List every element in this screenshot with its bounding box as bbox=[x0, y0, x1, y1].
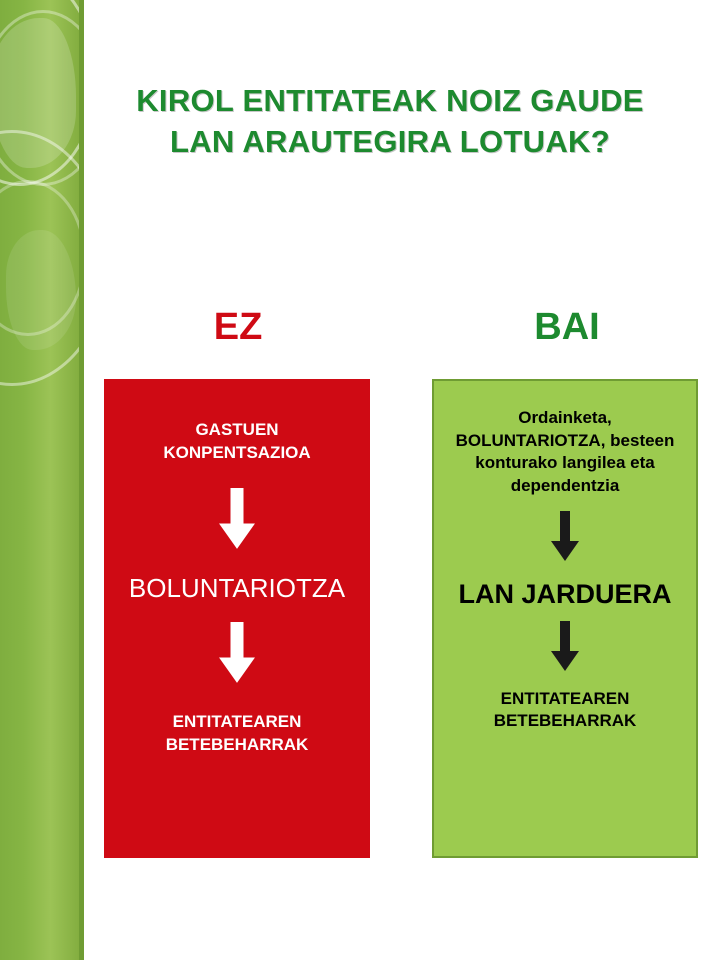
down-arrow-solid-icon bbox=[548, 511, 582, 568]
panel-no-step-2: BOLUNTARIOTZA bbox=[128, 573, 346, 604]
band-edge-line bbox=[79, 0, 84, 960]
panel-no-step-1: GASTUEN KONPENTSAZIOA bbox=[163, 420, 311, 462]
panel-yes bbox=[432, 379, 698, 858]
panel-no-step-3: ENTITATEAREN BETEBEHARRAK bbox=[165, 712, 309, 755]
down-arrow-solid-icon bbox=[548, 621, 582, 678]
panel-yes-step-3: ENTITATEAREN BETEBEHARRAK bbox=[493, 688, 637, 731]
panel-yes-step-2: LAN JARDUERA bbox=[458, 579, 672, 610]
slide-title: KIROL ENTITATEAK NOIZ GAUDE LAN ARAUTEGIRA LOTUAK? bbox=[136, 83, 644, 160]
down-arrow-outline-icon bbox=[217, 488, 257, 555]
panel-no bbox=[104, 379, 370, 858]
decorative-side-band bbox=[0, 0, 84, 960]
panel-yes-step-1: Ordainketa, BOLUNTARIOTZA, besteen konturako langilea eta dependentzia bbox=[455, 408, 675, 495]
down-arrow-outline-icon bbox=[217, 622, 257, 689]
column-heading-no: EZ bbox=[213, 306, 263, 348]
column-heading-yes: BAI bbox=[534, 306, 600, 348]
